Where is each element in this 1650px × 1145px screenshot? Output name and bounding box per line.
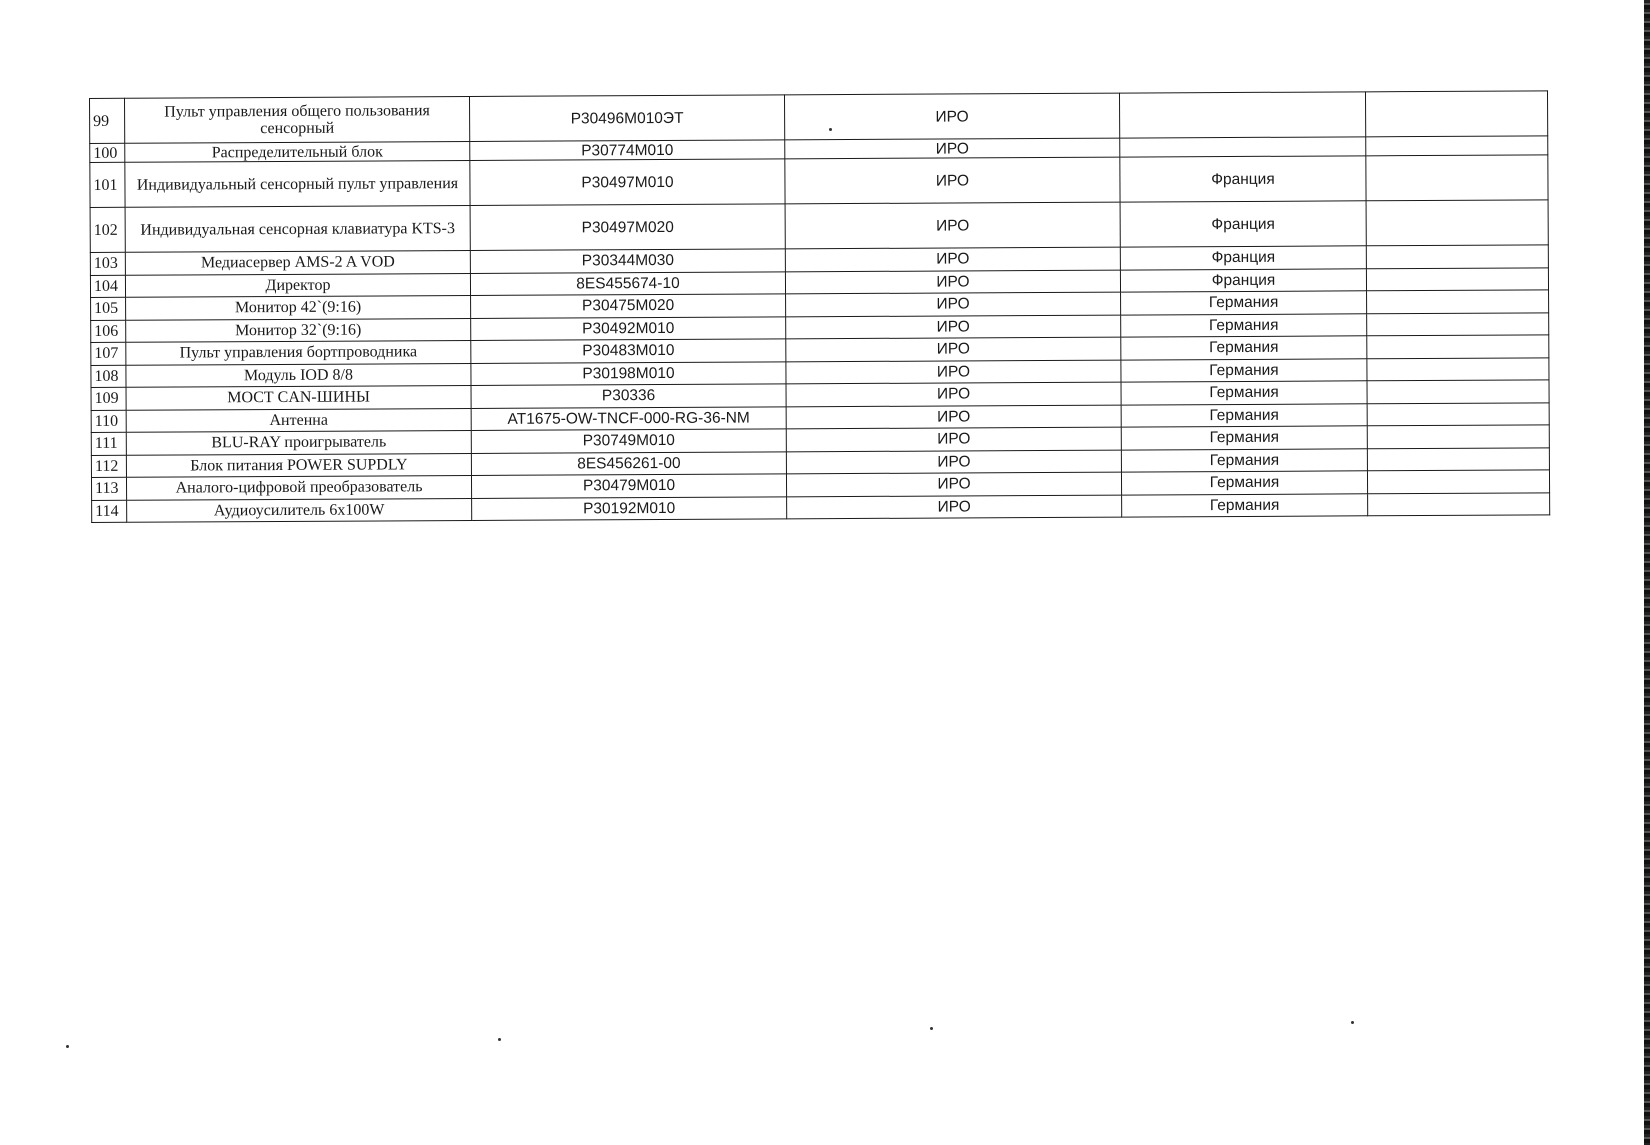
manufacturer-cell: ИРО: [787, 495, 1122, 519]
part-number-cell: P30475M020: [471, 294, 786, 318]
extra-cell: [1367, 312, 1549, 335]
item-name-cell: Блок питания POWER SUPDLY: [126, 453, 471, 477]
table-body: [90, 91, 1550, 523]
item-name-cell: BLU-RAY проигрыватель: [126, 431, 471, 455]
item-name-cell: Пульт управления общего пользования сенсорный: [125, 97, 470, 144]
row-number-cell: 99: [90, 98, 125, 143]
part-number-cell: AT1675-OW-TNCF-000-RG-36-NM: [471, 406, 786, 430]
country-cell: Франция: [1120, 246, 1366, 270]
item-name-cell: Аудиоусилитель 6x100W: [127, 498, 472, 522]
manufacturer-cell: ИРО: [786, 472, 1121, 496]
manufacturer-cell: ИРО: [785, 202, 1120, 249]
scan-speck: [930, 1027, 933, 1030]
part-number-cell: 8ES456261-00: [471, 451, 786, 475]
manufacturer-cell: ИРО: [785, 138, 1120, 159]
part-number-cell: P30344M030: [470, 249, 785, 273]
manufacturer-cell: ИРО: [786, 360, 1121, 384]
part-number-cell: P30198M010: [471, 361, 786, 385]
extra-cell: [1367, 290, 1549, 313]
extra-cell: [1366, 200, 1548, 246]
item-name-cell: Монитор 42`(9:16): [126, 296, 471, 320]
country-cell: Германия: [1121, 426, 1367, 450]
manufacturer-cell: ИРО: [786, 337, 1121, 361]
country-cell: [1119, 92, 1365, 138]
item-name-cell: Антенна: [126, 408, 471, 432]
country-cell: Германия: [1121, 403, 1367, 427]
country-cell: Германия: [1121, 358, 1367, 382]
manufacturer-cell: ИРО: [786, 315, 1121, 339]
country-cell: Германия: [1121, 381, 1367, 405]
item-name-cell: Аналого-цифровой преобразователь: [126, 476, 471, 500]
part-number-cell: P30192M010: [472, 496, 787, 520]
part-number-cell: 8ES455674-10: [470, 271, 785, 295]
row-number-cell: 107: [91, 342, 126, 365]
extra-cell: [1366, 245, 1548, 268]
part-number-cell: P30749M010: [471, 429, 786, 453]
manufacturer-cell: ИРО: [784, 93, 1119, 140]
extra-cell: [1366, 155, 1548, 201]
extra-cell: [1367, 447, 1549, 470]
manufacturer-cell: ИРО: [786, 427, 1121, 451]
manufacturer-cell: ИРО: [786, 382, 1121, 406]
part-number-cell: P30497M020: [470, 204, 785, 251]
item-name-cell: Директор: [125, 273, 470, 297]
country-cell: Германия: [1121, 471, 1367, 495]
row-number-cell: 109: [91, 387, 126, 410]
country-cell: Франция: [1120, 156, 1366, 202]
row-number-cell: 111: [91, 432, 126, 455]
extra-cell: [1365, 91, 1547, 137]
manufacturer-cell: ИРО: [786, 450, 1121, 474]
manufacturer-cell: ИРО: [785, 247, 1120, 271]
extra-cell: [1367, 470, 1549, 493]
country-cell: Германия: [1121, 336, 1367, 360]
table-row: [90, 91, 1548, 144]
part-number-cell: P30774M010: [470, 140, 785, 161]
scan-speck: [1351, 1021, 1354, 1024]
row-number-cell: 101: [90, 162, 125, 207]
country-cell: Германия: [1122, 493, 1368, 517]
row-number-cell: 106: [91, 320, 126, 343]
row-number-cell: 100: [90, 143, 125, 162]
item-name-cell: Медиасервер AMS-2 A VOD: [125, 251, 470, 275]
item-name-cell: Модуль IOD 8/8: [126, 363, 471, 387]
scan-speck: [498, 1038, 501, 1041]
extra-cell: [1368, 492, 1550, 515]
row-number-cell: 104: [90, 275, 125, 298]
table-row: [90, 155, 1548, 208]
item-name-cell: Пульт управления бортпроводника: [126, 341, 471, 365]
manufacturer-cell: ИРО: [785, 157, 1120, 204]
extra-cell: [1367, 425, 1549, 448]
extra-cell: [1367, 402, 1549, 425]
item-name-cell: Индивидуальный сенсорный пульт управления: [125, 161, 470, 208]
row-number-cell: 108: [91, 365, 126, 388]
manufacturer-cell: ИРО: [785, 270, 1120, 294]
part-number-cell: P30492M010: [471, 316, 786, 340]
country-cell: Германия: [1121, 291, 1367, 315]
extra-cell: [1367, 335, 1549, 358]
extra-cell: [1367, 380, 1549, 403]
manufacturer-cell: ИРО: [786, 292, 1121, 316]
item-name-cell: Индивидуальная сенсорная клавиатура KTS-3: [125, 206, 470, 253]
row-number-cell: 113: [91, 477, 126, 500]
extra-cell: [1367, 357, 1549, 380]
item-name-cell: МОСТ CAN-ШИНЫ: [126, 386, 471, 410]
part-number-cell: P30483M010: [471, 339, 786, 363]
row-number-cell: 110: [91, 410, 126, 433]
part-number-cell: P30479M010: [471, 474, 786, 498]
row-number-cell: 114: [92, 500, 127, 523]
country-cell: Франция: [1120, 268, 1366, 292]
part-number-cell: P30336: [471, 384, 786, 408]
country-cell: [1120, 137, 1366, 157]
equipment-table: [89, 90, 1550, 523]
country-cell: Франция: [1120, 201, 1366, 247]
extra-cell: [1366, 136, 1548, 156]
row-number-cell: 102: [90, 207, 125, 252]
table-row: [90, 200, 1548, 253]
part-number-cell: P30497M010: [470, 159, 785, 206]
row-number-cell: 103: [90, 252, 125, 275]
row-number-cell: 112: [91, 455, 126, 478]
extra-cell: [1366, 267, 1548, 290]
scan-speck: [66, 1045, 69, 1048]
manufacturer-cell: ИРО: [786, 405, 1121, 429]
country-cell: Германия: [1121, 448, 1367, 472]
row-number-cell: 105: [91, 297, 126, 320]
country-cell: Германия: [1121, 313, 1367, 337]
item-name-cell: Распределительный блок: [125, 142, 470, 163]
item-name-cell: Монитор 32`(9:16): [126, 318, 471, 342]
scan-edge: [1644, 0, 1650, 1145]
part-number-cell: P30496M010ЭТ: [469, 95, 784, 142]
